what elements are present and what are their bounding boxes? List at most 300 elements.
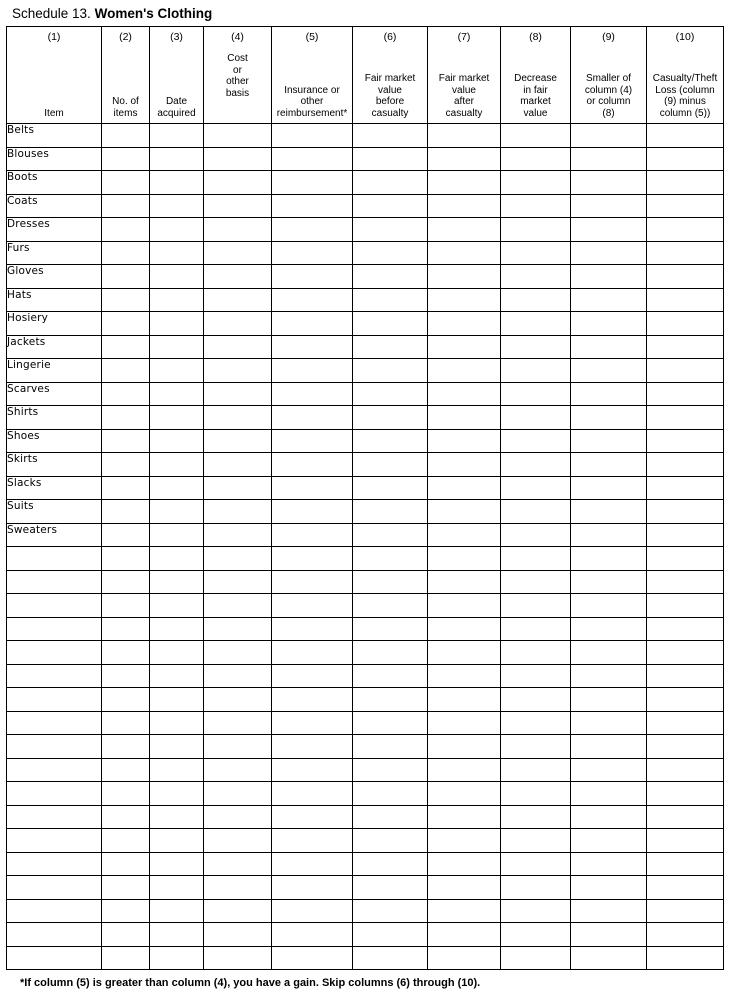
entry-cell-col-5[interactable]	[272, 641, 353, 665]
entry-cell-col-6[interactable]	[353, 335, 428, 359]
entry-cell-col-10[interactable]	[647, 735, 724, 759]
entry-cell-col-8[interactable]	[501, 429, 571, 453]
entry-cell-col-5[interactable]	[272, 711, 353, 735]
entry-cell-col-10[interactable]	[647, 829, 724, 853]
entry-cell-col-2[interactable]	[102, 805, 150, 829]
entry-cell-col-9[interactable]	[571, 946, 647, 970]
entry-cell-col-3[interactable]	[150, 617, 204, 641]
entry-cell-col-3[interactable]	[150, 147, 204, 171]
item-label-cell[interactable]: Dresses	[7, 218, 102, 242]
entry-cell-col-6[interactable]	[353, 782, 428, 806]
entry-cell-col-9[interactable]	[571, 265, 647, 289]
entry-cell-col-5[interactable]	[272, 382, 353, 406]
entry-cell-col-3[interactable]	[150, 782, 204, 806]
entry-cell-col-4[interactable]	[204, 876, 272, 900]
entry-cell-col-4[interactable]	[204, 594, 272, 618]
entry-cell-col-5[interactable]	[272, 923, 353, 947]
entry-cell-col-2[interactable]	[102, 876, 150, 900]
entry-cell-col-7[interactable]	[428, 711, 501, 735]
entry-cell-col-10[interactable]	[647, 265, 724, 289]
entry-cell-col-7[interactable]	[428, 382, 501, 406]
entry-cell-col-8[interactable]	[501, 899, 571, 923]
entry-cell-col-8[interactable]	[501, 782, 571, 806]
entry-cell-col-8[interactable]	[501, 124, 571, 148]
entry-cell-col-4[interactable]	[204, 852, 272, 876]
entry-cell-col-7[interactable]	[428, 453, 501, 477]
entry-cell-col-4[interactable]	[204, 805, 272, 829]
entry-cell-col-8[interactable]	[501, 241, 571, 265]
entry-cell-col-2[interactable]	[102, 312, 150, 336]
entry-cell-col-7[interactable]	[428, 688, 501, 712]
entry-cell-col-6[interactable]	[353, 664, 428, 688]
entry-cell-col-9[interactable]	[571, 312, 647, 336]
entry-cell-col-2[interactable]	[102, 688, 150, 712]
entry-cell-col-6[interactable]	[353, 429, 428, 453]
entry-cell-col-9[interactable]	[571, 429, 647, 453]
entry-cell-col-6[interactable]	[353, 594, 428, 618]
entry-cell-col-8[interactable]	[501, 218, 571, 242]
entry-cell-col-10[interactable]	[647, 523, 724, 547]
entry-cell-col-4[interactable]	[204, 664, 272, 688]
entry-cell-col-9[interactable]	[571, 899, 647, 923]
entry-cell-col-5[interactable]	[272, 876, 353, 900]
entry-cell-col-9[interactable]	[571, 171, 647, 195]
entry-cell-col-6[interactable]	[353, 547, 428, 571]
entry-cell-col-2[interactable]	[102, 382, 150, 406]
entry-cell-col-3[interactable]	[150, 852, 204, 876]
entry-cell-col-7[interactable]	[428, 500, 501, 524]
entry-cell-col-4[interactable]	[204, 147, 272, 171]
item-label-cell[interactable]	[7, 617, 102, 641]
entry-cell-col-8[interactable]	[501, 664, 571, 688]
entry-cell-col-5[interactable]	[272, 312, 353, 336]
entry-cell-col-10[interactable]	[647, 923, 724, 947]
entry-cell-col-7[interactable]	[428, 147, 501, 171]
entry-cell-col-5[interactable]	[272, 688, 353, 712]
entry-cell-col-5[interactable]	[272, 500, 353, 524]
entry-cell-col-4[interactable]	[204, 194, 272, 218]
entry-cell-col-2[interactable]	[102, 218, 150, 242]
entry-cell-col-3[interactable]	[150, 171, 204, 195]
entry-cell-col-5[interactable]	[272, 476, 353, 500]
entry-cell-col-4[interactable]	[204, 312, 272, 336]
entry-cell-col-4[interactable]	[204, 946, 272, 970]
entry-cell-col-2[interactable]	[102, 476, 150, 500]
item-label-cell[interactable]: Sweaters	[7, 523, 102, 547]
entry-cell-col-5[interactable]	[272, 782, 353, 806]
entry-cell-col-6[interactable]	[353, 570, 428, 594]
entry-cell-col-4[interactable]	[204, 500, 272, 524]
entry-cell-col-4[interactable]	[204, 265, 272, 289]
entry-cell-col-8[interactable]	[501, 312, 571, 336]
entry-cell-col-9[interactable]	[571, 124, 647, 148]
entry-cell-col-7[interactable]	[428, 758, 501, 782]
entry-cell-col-9[interactable]	[571, 594, 647, 618]
item-label-cell[interactable]: Furs	[7, 241, 102, 265]
entry-cell-col-4[interactable]	[204, 617, 272, 641]
entry-cell-col-4[interactable]	[204, 758, 272, 782]
entry-cell-col-5[interactable]	[272, 852, 353, 876]
entry-cell-col-6[interactable]	[353, 876, 428, 900]
item-label-cell[interactable]: Hats	[7, 288, 102, 312]
entry-cell-col-7[interactable]	[428, 241, 501, 265]
entry-cell-col-10[interactable]	[647, 758, 724, 782]
entry-cell-col-10[interactable]	[647, 805, 724, 829]
entry-cell-col-5[interactable]	[272, 406, 353, 430]
entry-cell-col-3[interactable]	[150, 641, 204, 665]
entry-cell-col-9[interactable]	[571, 523, 647, 547]
entry-cell-col-6[interactable]	[353, 265, 428, 289]
entry-cell-col-10[interactable]	[647, 453, 724, 477]
entry-cell-col-9[interactable]	[571, 476, 647, 500]
entry-cell-col-2[interactable]	[102, 782, 150, 806]
entry-cell-col-9[interactable]	[571, 664, 647, 688]
entry-cell-col-7[interactable]	[428, 829, 501, 853]
entry-cell-col-3[interactable]	[150, 265, 204, 289]
entry-cell-col-3[interactable]	[150, 241, 204, 265]
entry-cell-col-10[interactable]	[647, 312, 724, 336]
item-label-cell[interactable]	[7, 876, 102, 900]
entry-cell-col-9[interactable]	[571, 570, 647, 594]
entry-cell-col-7[interactable]	[428, 124, 501, 148]
entry-cell-col-7[interactable]	[428, 523, 501, 547]
entry-cell-col-8[interactable]	[501, 711, 571, 735]
entry-cell-col-3[interactable]	[150, 288, 204, 312]
item-label-cell[interactable]: Coats	[7, 194, 102, 218]
entry-cell-col-7[interactable]	[428, 476, 501, 500]
item-label-cell[interactable]: Belts	[7, 124, 102, 148]
entry-cell-col-10[interactable]	[647, 147, 724, 171]
entry-cell-col-2[interactable]	[102, 500, 150, 524]
entry-cell-col-8[interactable]	[501, 476, 571, 500]
item-label-cell[interactable]: Hosiery	[7, 312, 102, 336]
entry-cell-col-5[interactable]	[272, 946, 353, 970]
entry-cell-col-3[interactable]	[150, 382, 204, 406]
entry-cell-col-6[interactable]	[353, 171, 428, 195]
entry-cell-col-7[interactable]	[428, 406, 501, 430]
entry-cell-col-6[interactable]	[353, 946, 428, 970]
entry-cell-col-5[interactable]	[272, 570, 353, 594]
entry-cell-col-7[interactable]	[428, 218, 501, 242]
entry-cell-col-8[interactable]	[501, 923, 571, 947]
entry-cell-col-7[interactable]	[428, 664, 501, 688]
entry-cell-col-2[interactable]	[102, 547, 150, 571]
entry-cell-col-6[interactable]	[353, 711, 428, 735]
entry-cell-col-8[interactable]	[501, 335, 571, 359]
entry-cell-col-4[interactable]	[204, 782, 272, 806]
entry-cell-col-6[interactable]	[353, 218, 428, 242]
entry-cell-col-3[interactable]	[150, 570, 204, 594]
entry-cell-col-4[interactable]	[204, 829, 272, 853]
entry-cell-col-2[interactable]	[102, 923, 150, 947]
entry-cell-col-7[interactable]	[428, 194, 501, 218]
entry-cell-col-10[interactable]	[647, 946, 724, 970]
entry-cell-col-2[interactable]	[102, 594, 150, 618]
entry-cell-col-10[interactable]	[647, 171, 724, 195]
entry-cell-col-3[interactable]	[150, 406, 204, 430]
entry-cell-col-9[interactable]	[571, 359, 647, 383]
entry-cell-col-4[interactable]	[204, 735, 272, 759]
entry-cell-col-3[interactable]	[150, 194, 204, 218]
entry-cell-col-6[interactable]	[353, 617, 428, 641]
entry-cell-col-3[interactable]	[150, 876, 204, 900]
entry-cell-col-4[interactable]	[204, 476, 272, 500]
entry-cell-col-7[interactable]	[428, 876, 501, 900]
entry-cell-col-9[interactable]	[571, 335, 647, 359]
entry-cell-col-5[interactable]	[272, 805, 353, 829]
entry-cell-col-6[interactable]	[353, 923, 428, 947]
entry-cell-col-8[interactable]	[501, 147, 571, 171]
entry-cell-col-6[interactable]	[353, 735, 428, 759]
entry-cell-col-3[interactable]	[150, 688, 204, 712]
item-label-cell[interactable]: Jackets	[7, 335, 102, 359]
entry-cell-col-6[interactable]	[353, 688, 428, 712]
entry-cell-col-10[interactable]	[647, 617, 724, 641]
entry-cell-col-10[interactable]	[647, 570, 724, 594]
item-label-cell[interactable]: Shoes	[7, 429, 102, 453]
entry-cell-col-8[interactable]	[501, 288, 571, 312]
item-label-cell[interactable]	[7, 758, 102, 782]
entry-cell-col-7[interactable]	[428, 641, 501, 665]
entry-cell-col-8[interactable]	[501, 171, 571, 195]
item-label-cell[interactable]	[7, 852, 102, 876]
entry-cell-col-2[interactable]	[102, 523, 150, 547]
entry-cell-col-7[interactable]	[428, 852, 501, 876]
entry-cell-col-7[interactable]	[428, 288, 501, 312]
entry-cell-col-4[interactable]	[204, 429, 272, 453]
entry-cell-col-10[interactable]	[647, 547, 724, 571]
entry-cell-col-7[interactable]	[428, 594, 501, 618]
entry-cell-col-5[interactable]	[272, 288, 353, 312]
entry-cell-col-9[interactable]	[571, 782, 647, 806]
entry-cell-col-5[interactable]	[272, 147, 353, 171]
entry-cell-col-4[interactable]	[204, 124, 272, 148]
entry-cell-col-6[interactable]	[353, 829, 428, 853]
entry-cell-col-10[interactable]	[647, 359, 724, 383]
entry-cell-col-6[interactable]	[353, 312, 428, 336]
entry-cell-col-5[interactable]	[272, 335, 353, 359]
entry-cell-col-4[interactable]	[204, 923, 272, 947]
item-label-cell[interactable]	[7, 711, 102, 735]
entry-cell-col-10[interactable]	[647, 782, 724, 806]
entry-cell-col-4[interactable]	[204, 641, 272, 665]
entry-cell-col-10[interactable]	[647, 194, 724, 218]
entry-cell-col-9[interactable]	[571, 194, 647, 218]
entry-cell-col-2[interactable]	[102, 453, 150, 477]
entry-cell-col-9[interactable]	[571, 382, 647, 406]
entry-cell-col-2[interactable]	[102, 429, 150, 453]
entry-cell-col-10[interactable]	[647, 852, 724, 876]
entry-cell-col-3[interactable]	[150, 124, 204, 148]
entry-cell-col-5[interactable]	[272, 547, 353, 571]
entry-cell-col-9[interactable]	[571, 688, 647, 712]
entry-cell-col-2[interactable]	[102, 406, 150, 430]
item-label-cell[interactable]	[7, 946, 102, 970]
entry-cell-col-9[interactable]	[571, 923, 647, 947]
entry-cell-col-2[interactable]	[102, 899, 150, 923]
entry-cell-col-8[interactable]	[501, 688, 571, 712]
entry-cell-col-3[interactable]	[150, 594, 204, 618]
entry-cell-col-7[interactable]	[428, 335, 501, 359]
entry-cell-col-3[interactable]	[150, 664, 204, 688]
entry-cell-col-2[interactable]	[102, 570, 150, 594]
item-label-cell[interactable]: Skirts	[7, 453, 102, 477]
entry-cell-col-7[interactable]	[428, 735, 501, 759]
item-label-cell[interactable]	[7, 782, 102, 806]
entry-cell-col-8[interactable]	[501, 594, 571, 618]
entry-cell-col-3[interactable]	[150, 335, 204, 359]
entry-cell-col-10[interactable]	[647, 664, 724, 688]
entry-cell-col-4[interactable]	[204, 453, 272, 477]
entry-cell-col-9[interactable]	[571, 876, 647, 900]
entry-cell-col-8[interactable]	[501, 641, 571, 665]
entry-cell-col-2[interactable]	[102, 171, 150, 195]
entry-cell-col-5[interactable]	[272, 265, 353, 289]
entry-cell-col-8[interactable]	[501, 946, 571, 970]
entry-cell-col-3[interactable]	[150, 711, 204, 735]
entry-cell-col-9[interactable]	[571, 711, 647, 735]
entry-cell-col-8[interactable]	[501, 735, 571, 759]
entry-cell-col-9[interactable]	[571, 500, 647, 524]
entry-cell-col-6[interactable]	[353, 147, 428, 171]
entry-cell-col-5[interactable]	[272, 194, 353, 218]
entry-cell-col-6[interactable]	[353, 899, 428, 923]
item-label-cell[interactable]	[7, 805, 102, 829]
entry-cell-col-2[interactable]	[102, 124, 150, 148]
entry-cell-col-10[interactable]	[647, 241, 724, 265]
entry-cell-col-10[interactable]	[647, 594, 724, 618]
entry-cell-col-7[interactable]	[428, 265, 501, 289]
entry-cell-col-3[interactable]	[150, 429, 204, 453]
entry-cell-col-4[interactable]	[204, 406, 272, 430]
entry-cell-col-6[interactable]	[353, 194, 428, 218]
entry-cell-col-2[interactable]	[102, 241, 150, 265]
entry-cell-col-8[interactable]	[501, 617, 571, 641]
item-label-cell[interactable]	[7, 570, 102, 594]
entry-cell-col-2[interactable]	[102, 641, 150, 665]
entry-cell-col-5[interactable]	[272, 735, 353, 759]
entry-cell-col-9[interactable]	[571, 453, 647, 477]
entry-cell-col-8[interactable]	[501, 758, 571, 782]
entry-cell-col-3[interactable]	[150, 453, 204, 477]
entry-cell-col-4[interactable]	[204, 899, 272, 923]
entry-cell-col-7[interactable]	[428, 923, 501, 947]
entry-cell-col-7[interactable]	[428, 782, 501, 806]
entry-cell-col-9[interactable]	[571, 735, 647, 759]
entry-cell-col-7[interactable]	[428, 805, 501, 829]
item-label-cell[interactable]	[7, 664, 102, 688]
item-label-cell[interactable]	[7, 688, 102, 712]
item-label-cell[interactable]	[7, 899, 102, 923]
entry-cell-col-5[interactable]	[272, 124, 353, 148]
entry-cell-col-9[interactable]	[571, 547, 647, 571]
entry-cell-col-5[interactable]	[272, 218, 353, 242]
entry-cell-col-5[interactable]	[272, 617, 353, 641]
entry-cell-col-4[interactable]	[204, 335, 272, 359]
item-label-cell[interactable]	[7, 641, 102, 665]
entry-cell-col-2[interactable]	[102, 946, 150, 970]
entry-cell-col-9[interactable]	[571, 641, 647, 665]
entry-cell-col-10[interactable]	[647, 500, 724, 524]
entry-cell-col-2[interactable]	[102, 359, 150, 383]
entry-cell-col-9[interactable]	[571, 852, 647, 876]
item-label-cell[interactable]: Gloves	[7, 265, 102, 289]
entry-cell-col-6[interactable]	[353, 288, 428, 312]
entry-cell-col-6[interactable]	[353, 758, 428, 782]
entry-cell-col-8[interactable]	[501, 265, 571, 289]
entry-cell-col-3[interactable]	[150, 500, 204, 524]
entry-cell-col-2[interactable]	[102, 265, 150, 289]
entry-cell-col-9[interactable]	[571, 241, 647, 265]
entry-cell-col-5[interactable]	[272, 359, 353, 383]
entry-cell-col-2[interactable]	[102, 617, 150, 641]
entry-cell-col-3[interactable]	[150, 758, 204, 782]
entry-cell-col-8[interactable]	[501, 829, 571, 853]
entry-cell-col-7[interactable]	[428, 312, 501, 336]
entry-cell-col-6[interactable]	[353, 241, 428, 265]
entry-cell-col-4[interactable]	[204, 171, 272, 195]
entry-cell-col-7[interactable]	[428, 429, 501, 453]
entry-cell-col-6[interactable]	[353, 523, 428, 547]
entry-cell-col-10[interactable]	[647, 218, 724, 242]
entry-cell-col-3[interactable]	[150, 735, 204, 759]
entry-cell-col-8[interactable]	[501, 852, 571, 876]
entry-cell-col-3[interactable]	[150, 829, 204, 853]
entry-cell-col-4[interactable]	[204, 547, 272, 571]
entry-cell-col-4[interactable]	[204, 711, 272, 735]
entry-cell-col-2[interactable]	[102, 288, 150, 312]
entry-cell-col-10[interactable]	[647, 711, 724, 735]
entry-cell-col-4[interactable]	[204, 241, 272, 265]
entry-cell-col-5[interactable]	[272, 899, 353, 923]
entry-cell-col-8[interactable]	[501, 876, 571, 900]
item-label-cell[interactable]: Lingerie	[7, 359, 102, 383]
entry-cell-col-4[interactable]	[204, 382, 272, 406]
entry-cell-col-8[interactable]	[501, 406, 571, 430]
entry-cell-col-2[interactable]	[102, 147, 150, 171]
item-label-cell[interactable]: Boots	[7, 171, 102, 195]
entry-cell-col-10[interactable]	[647, 124, 724, 148]
entry-cell-col-6[interactable]	[353, 805, 428, 829]
entry-cell-col-8[interactable]	[501, 453, 571, 477]
entry-cell-col-6[interactable]	[353, 406, 428, 430]
entry-cell-col-10[interactable]	[647, 476, 724, 500]
entry-cell-col-3[interactable]	[150, 899, 204, 923]
entry-cell-col-9[interactable]	[571, 288, 647, 312]
entry-cell-col-9[interactable]	[571, 147, 647, 171]
entry-cell-col-8[interactable]	[501, 359, 571, 383]
item-label-cell[interactable]: Shirts	[7, 406, 102, 430]
entry-cell-col-6[interactable]	[353, 476, 428, 500]
item-label-cell[interactable]	[7, 547, 102, 571]
entry-cell-col-6[interactable]	[353, 852, 428, 876]
entry-cell-col-10[interactable]	[647, 688, 724, 712]
entry-cell-col-10[interactable]	[647, 382, 724, 406]
entry-cell-col-2[interactable]	[102, 829, 150, 853]
entry-cell-col-10[interactable]	[647, 335, 724, 359]
entry-cell-col-7[interactable]	[428, 570, 501, 594]
entry-cell-col-7[interactable]	[428, 547, 501, 571]
entry-cell-col-6[interactable]	[353, 359, 428, 383]
entry-cell-col-5[interactable]	[272, 523, 353, 547]
entry-cell-col-7[interactable]	[428, 171, 501, 195]
entry-cell-col-2[interactable]	[102, 758, 150, 782]
entry-cell-col-3[interactable]	[150, 523, 204, 547]
item-label-cell[interactable]	[7, 594, 102, 618]
entry-cell-col-7[interactable]	[428, 946, 501, 970]
entry-cell-col-8[interactable]	[501, 523, 571, 547]
entry-cell-col-10[interactable]	[647, 288, 724, 312]
